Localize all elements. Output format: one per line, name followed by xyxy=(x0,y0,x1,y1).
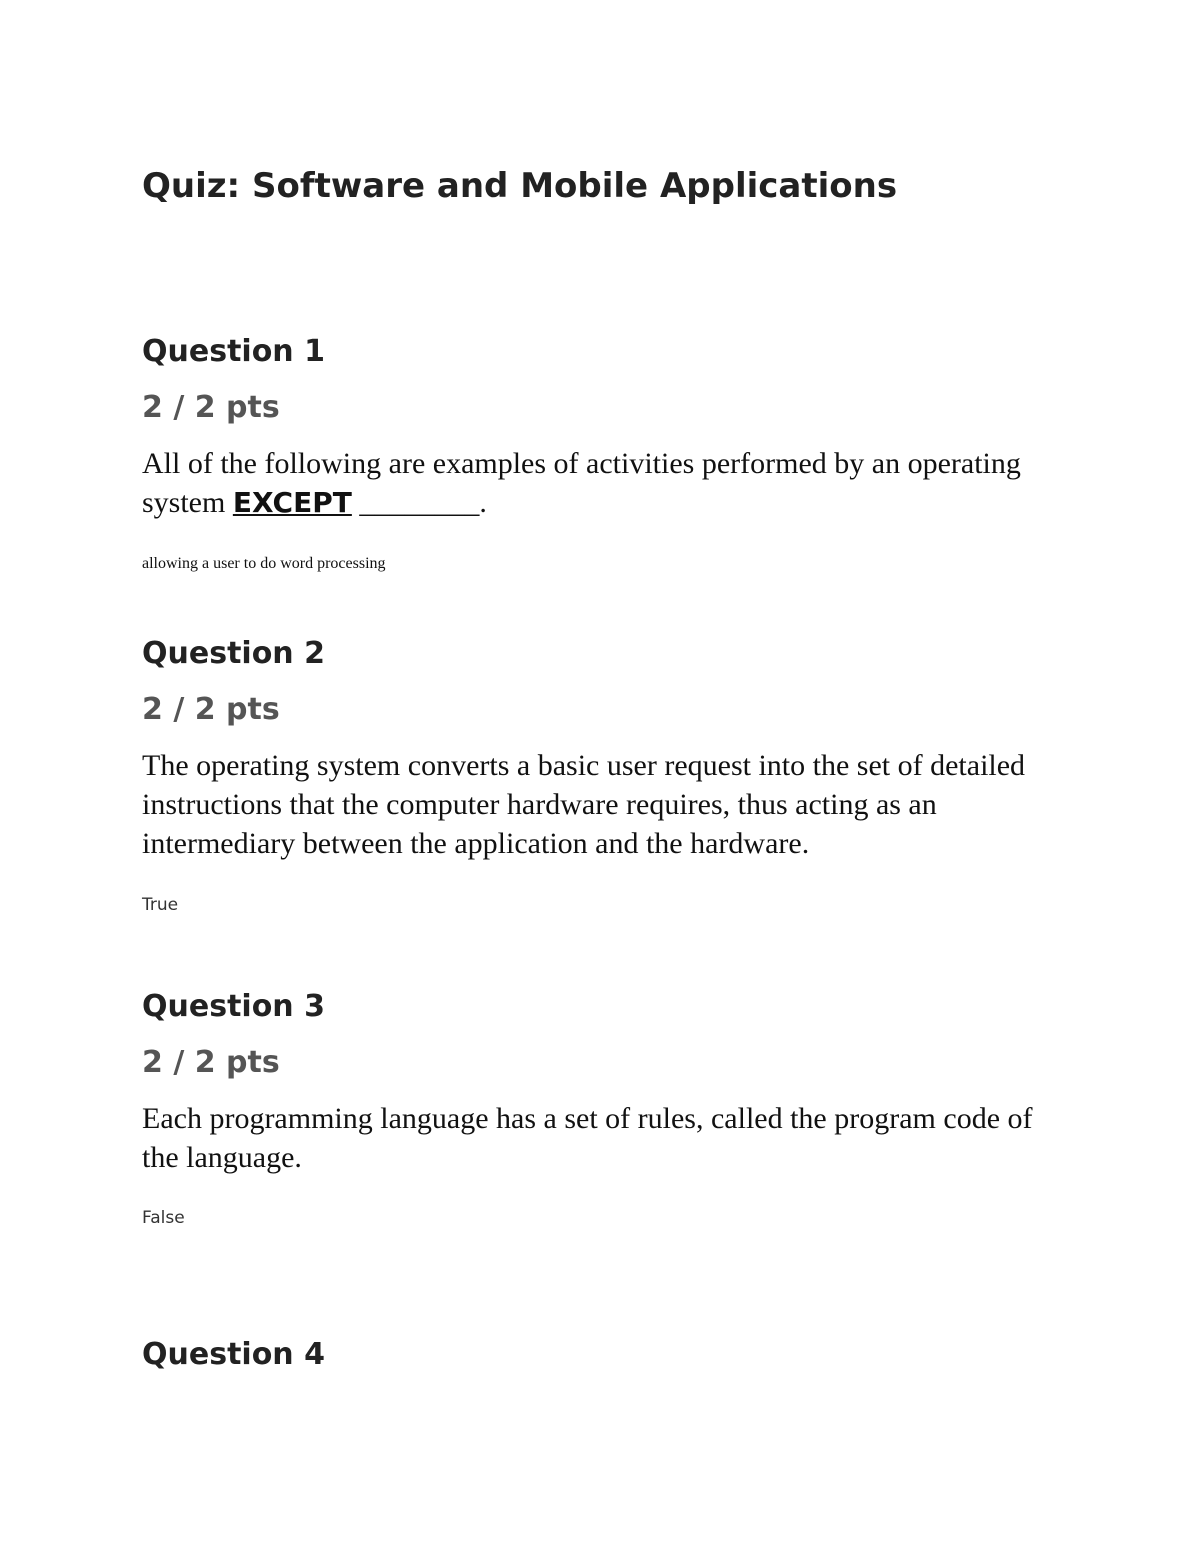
question-1-text-before: All of the following are examples of activities performed by an operating system xyxy=(142,447,1021,519)
question-1-emphasis: EXCEPT xyxy=(232,486,352,519)
question-3-text: Each programming language has a set of rules, called the program code of the language. xyxy=(142,1102,1033,1174)
question-1-text-after: ________. xyxy=(351,486,487,519)
question-3-points: 2 / 2 pts xyxy=(142,1045,280,1080)
question-2-text: The operating system converts a basic user request into the set of detailed instructions that the computer hardware requires, thus acting as an intermediary between the application and the hardware. xyxy=(142,749,1026,860)
question-1-answer: allowing a user to do word processing xyxy=(142,555,386,572)
question-3-heading: Question 3 xyxy=(142,989,325,1024)
question-4-heading: Question 4 xyxy=(142,1337,325,1372)
page-title: Quiz: Software and Mobile Applications xyxy=(142,166,898,206)
question-1-points: 2 / 2 pts xyxy=(142,390,280,425)
question-2-points: 2 / 2 pts xyxy=(142,692,280,727)
question-3-answer: False xyxy=(142,1208,185,1228)
question-1-text xyxy=(142,444,1062,522)
question-1-heading: Question 1 xyxy=(142,334,325,369)
question-2-answer: True xyxy=(142,895,179,915)
question-2-heading: Question 2 xyxy=(142,636,325,671)
